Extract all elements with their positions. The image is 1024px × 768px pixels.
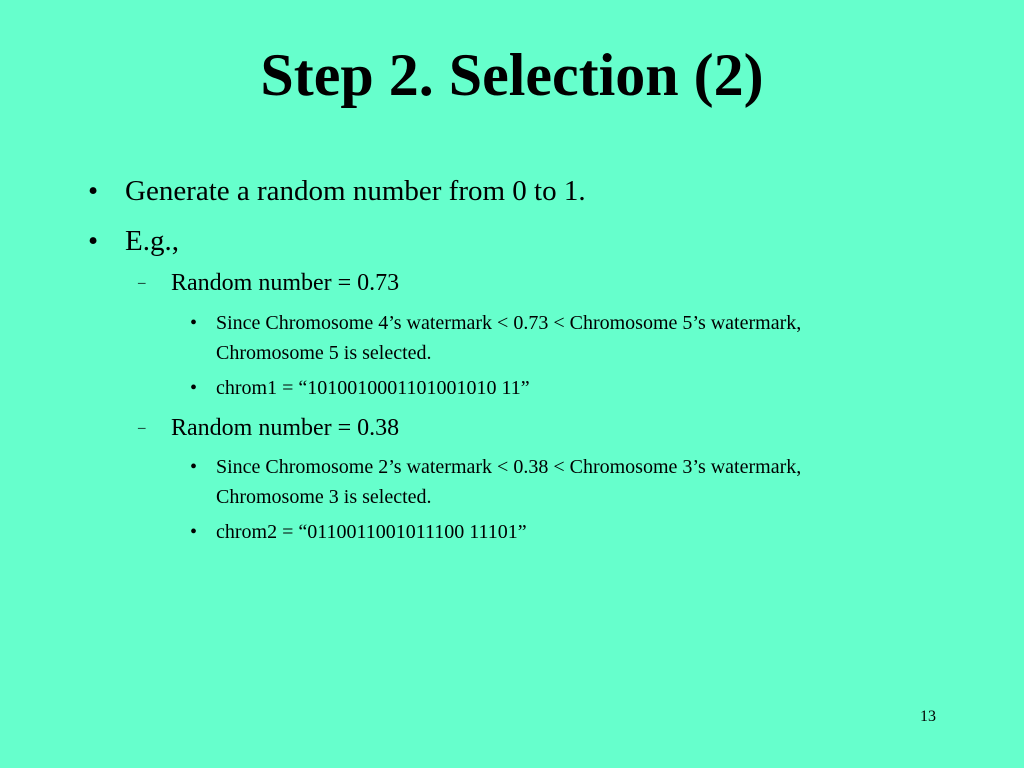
bullet-text: E.g., [125, 225, 179, 257]
bullet-marker: • [88, 225, 99, 257]
bullet-marker: • [190, 456, 198, 478]
dash-marker: – [138, 420, 146, 436]
bullet-text: Generate a random number from 0 to 1. [125, 175, 586, 207]
sub-bullet-text: Random number = 0.73 [171, 270, 400, 296]
bullet-marker: • [190, 377, 198, 399]
sub-bullet-text: Random number = 0.38 [171, 415, 400, 441]
detail-text: Since Chromosome 4’s watermark < 0.73 < Chromosome 5’s watermark, Chromosome 5 is selected. [216, 312, 802, 364]
detail-text: Since Chromosome 2’s watermark < 0.38 < Chromosome 3’s watermark, Chromosome 3 is selected. [216, 456, 802, 508]
bullet-marker: • [190, 312, 198, 334]
page-number: 13 [920, 708, 936, 725]
bullet-marker: • [190, 521, 198, 543]
slide-title: Step 2. Selection (2) [260, 42, 764, 108]
detail-text: chrom2 = “0110011001011100 11101” [216, 521, 527, 543]
dash-marker: – [138, 275, 146, 291]
detail-text: chrom1 = “1010010001101001010 11” [216, 377, 530, 399]
bullet-marker: • [88, 175, 99, 207]
